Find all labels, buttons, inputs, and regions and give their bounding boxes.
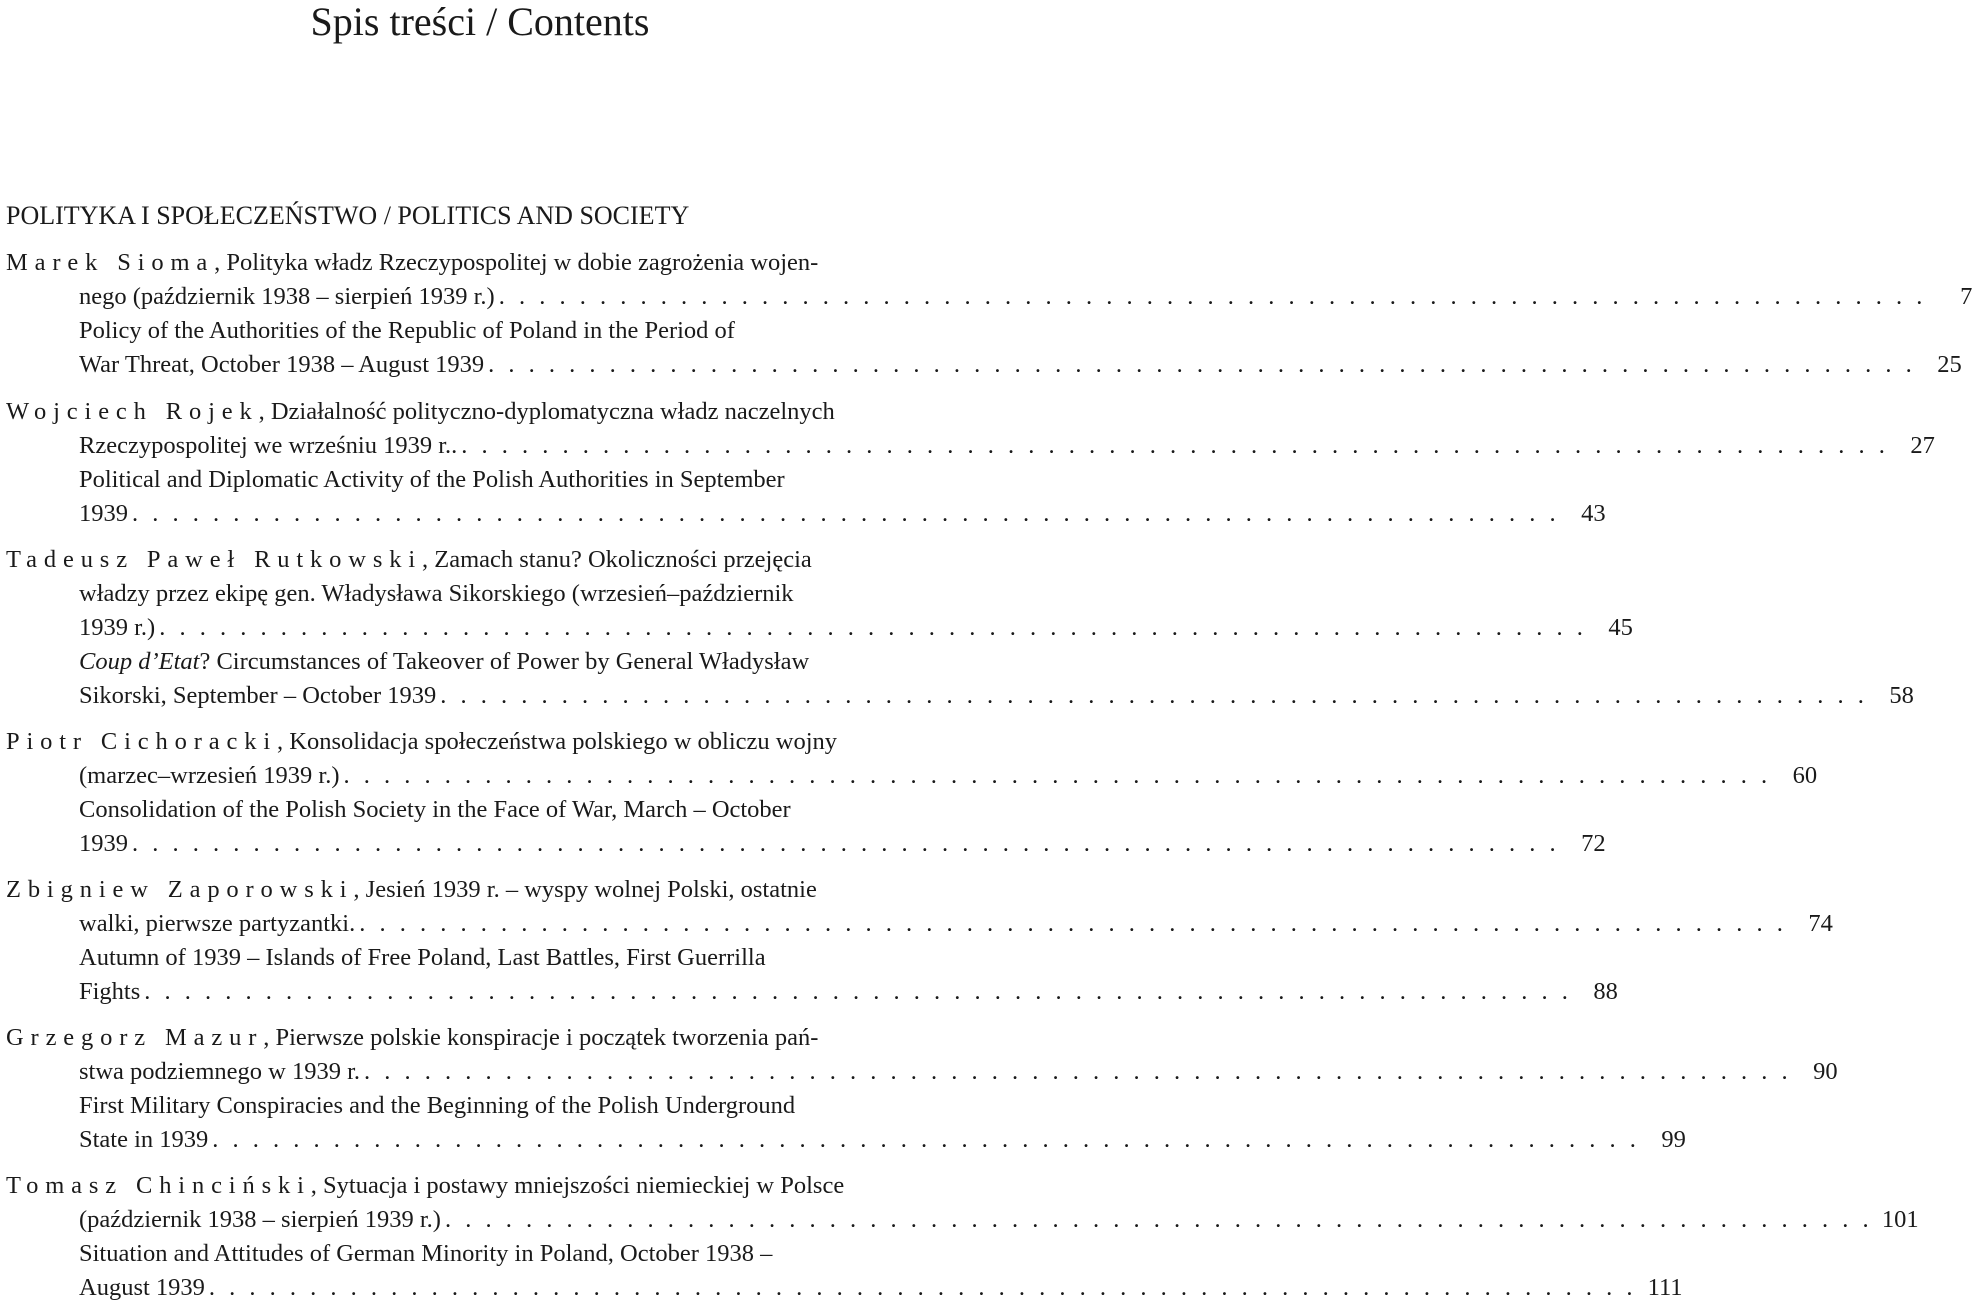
toc-entry-2-english-page-line[interactable] — [79, 497, 1606, 531]
english-title: ? Circumstances of Takeover of Power by General Władysław — [199, 648, 810, 675]
page-number: 25 — [1937, 351, 1962, 378]
leader-dots: . . . . . . . . . . . . . . . . . . . . . . . . . . . . . . . . . . . . . . . . . . . . . . . . . . . . . . . . . . . . . . . . . . . . . . . — [359, 910, 1787, 937]
page-number: 99 — [1661, 1126, 1686, 1153]
author-name: Piotr Cichoracki — [6, 728, 278, 755]
toc-entry-1-english-page-line[interactable] — [79, 348, 1962, 382]
leader-dots: . . . . . . . . . . . . . . . . . . . . . . . . . . . . . . . . . . . . . . . . . . . . . . . . . . . . . . . . . . . . . . . . . . . . . . . — [159, 614, 1587, 641]
page-number: 88 — [1593, 978, 1618, 1005]
english-title: Fights — [79, 978, 141, 1005]
leader-dots: . . . . . . . . . . . . . . . . . . . . . . . . . . . . . . . . . . . . . . . . . . . . . . . . . . . . . . . . . . . . . . . . . . . . . . . — [132, 500, 1560, 527]
author-name: Wojciech Rojek — [6, 398, 259, 425]
toc-entry-1-author-line — [6, 246, 952, 280]
polish-title: , Sytuacja i postawy mniejszości niemieckiej w Polsce — [310, 1172, 845, 1199]
page-number: 72 — [1581, 830, 1606, 857]
page-number: 7 — [1960, 283, 1972, 310]
leader-dots: . . . . . . . . . . . . . . . . . . . . . . . . . . . . . . . . . . . . . . . . . . . . . . . . . . . . . . . . . . . . . . . . . . . . . . . — [498, 283, 1927, 310]
author-name: Zbigniew Zaporowski — [6, 876, 354, 903]
toc-entry-3-polish-page-line[interactable] — [79, 611, 1633, 645]
english-title: August 1939 — [79, 1274, 205, 1301]
english-title: Consolidation of the Polish Society in the Face of War, March – October — [79, 796, 791, 823]
toc-entry-6-author-line — [6, 1021, 952, 1055]
polish-title: , Zamach stanu? Okoliczności przejęcia — [422, 546, 812, 573]
page-number: 74 — [1808, 910, 1833, 937]
english-title: State in 1939 — [79, 1126, 209, 1153]
leader-dots: . . . . . . . . . . . . . . . . . . . . . . . . . . . . . . . . . . . . . . . . . . . . . . . . . . . . . . . . . . . . . . . . . . . . . . . — [343, 762, 1772, 789]
polish-title: , Jesień 1939 r. – wyspy wolnej Polski, ostatnie — [353, 876, 817, 903]
section-heading: POLITYKA I SPOŁECZEŃSTWO / POLITICS AND SOCIETY — [6, 201, 690, 230]
polish-title: nego (październik 1938 – sierpień 1939 r.) — [79, 283, 495, 310]
page-number: 27 — [1910, 432, 1935, 459]
author-name: Tomasz Chinciński — [6, 1172, 311, 1199]
leader-dots: . . . . . . . . . . . . . . . . . . . . . . . . . . . . . . . . . . . . . . . . . . . . . . . . . . . . . . . . . . . . . . . . . . . . . . . — [212, 1126, 1640, 1153]
english-title: Sikorski, September – October 1939 — [79, 682, 437, 709]
toc-entry-1-polish-page-line[interactable] — [79, 280, 1972, 314]
author-name: Tadeusz Paweł Rutkowski — [6, 546, 422, 573]
polish-title: , Polityka władz Rzeczypospolitej w dobie zagrożenia wojen- — [214, 249, 819, 276]
toc-entry-6-english-page-line[interactable] — [79, 1123, 1686, 1157]
toc-entry-5-english-page-line[interactable] — [79, 975, 1618, 1009]
polish-title: , Pierwsze polskie konspiracje i początek tworzenia pań- — [263, 1024, 819, 1051]
leader-dots: . . . . . . . . . . . . . . . . . . . . . . . . . . . . . . . . . . . . . . . . . . . . . . . . . . . . . . . . . . . . . . . . . . . . . . . — [488, 351, 1916, 378]
toc-entry-4-english-page-line[interactable] — [79, 827, 1606, 861]
english-title: Political and Diplomatic Activity of the Polish Authorities in September — [79, 466, 785, 493]
toc-entry-5-polish-page-line[interactable] — [79, 907, 1833, 941]
author-name: Grzegorz Mazur — [6, 1024, 264, 1051]
polish-title: walki, pierwsze partyzantki. — [79, 910, 356, 937]
polish-title: władzy przez ekipę gen. Władysława Sikorskiego (wrzesień–październik — [79, 580, 794, 607]
leader-dots: . . . . . . . . . . . . . . . . . . . . . . . . . . . . . . . . . . . . . . . . . . . . . . . . . . . . . . . . . . . . . . . . . . . . . . . — [364, 1058, 1792, 1085]
toc-entry-7-english-page-line[interactable] — [79, 1271, 1683, 1305]
english-title: 1939 — [79, 500, 128, 527]
english-title: War Threat, October 1938 – August 1939 — [79, 351, 485, 378]
english-title: Situation and Attitudes of German Minority in Poland, October 1938 – — [79, 1240, 773, 1267]
toc-entry-7-polish-page-line[interactable] — [79, 1203, 1919, 1237]
toc-entry-4-author-line — [6, 725, 952, 759]
leader-dots: . . . . . . . . . . . . . . . . . . . . . . . . . . . . . . . . . . . . . . . . . . . . . . . . . . . . . . . . . . . . . . . . . . . . . . . — [132, 830, 1560, 857]
page-number: 101 — [1881, 1206, 1919, 1233]
polish-title: stwa podziemnego w 1939 r. — [79, 1058, 361, 1085]
page-number: 60 — [1792, 762, 1818, 789]
toc-entry-4-polish-page-line[interactable] — [79, 759, 1818, 793]
toc-entry-7-author-line — [6, 1169, 952, 1203]
leader-dots: . . . . . . . . . . . . . . . . . . . . . . . . . . . . . . . . . . . . . . . . . . . . . . . . . . . . . . . . . . . . . . . . . . . . . . . — [461, 432, 1889, 459]
toc-entry-5-author-line — [6, 873, 952, 907]
toc-entry-2-polish-page-line[interactable] — [79, 429, 1935, 463]
polish-title: 1939 r.) — [79, 614, 156, 641]
english-title: Policy of the Authorities of the Republic of Poland in the Period of — [79, 317, 735, 344]
polish-title: Rzeczypospolitej we wrześniu 1939 r.. — [79, 432, 458, 459]
leader-dots: . . . . . . . . . . . . . . . . . . . . . . . . . . . . . . . . . . . . . . . . . . . . . . . . . . . . . . . . . . . . . . . . . . . . . . . — [144, 978, 1572, 1005]
author-name: Marek Sioma — [6, 249, 215, 276]
english-title: Autumn of 1939 – Islands of Free Poland, Last Battles, First Guerrilla — [79, 944, 766, 971]
page-number: 111 — [1647, 1274, 1683, 1301]
polish-title: (październik 1938 – sierpień 1939 r.) — [79, 1206, 441, 1233]
page-title: Spis treści / Contents — [310, 0, 650, 44]
leader-dots: . . . . . . . . . . . . . . . . . . . . . . . . . . . . . . . . . . . . . . . . . . . . . . . . . . . . . . . . . . . . . . . . . . . . . . . — [208, 1274, 1637, 1301]
toc-entry-2-author-line — [6, 395, 952, 429]
polish-title: , Konsolidacja społeczeństwa polskiego w obliczu wojny — [277, 728, 838, 755]
english-title-italic: Coup d’Etat — [79, 648, 200, 675]
toc-entry-3-english-line — [79, 645, 952, 679]
leader-dots: . . . . . . . . . . . . . . . . . . . . . . . . . . . . . . . . . . . . . . . . . . . . . . . . . . . . . . . . . . . . . . . . . . . . . . . — [444, 1206, 1873, 1233]
page-number: 90 — [1813, 1058, 1838, 1085]
toc-entry-3-author-line — [6, 543, 952, 577]
page-number: 58 — [1889, 682, 1914, 709]
english-title: First Military Conspiracies and the Beginning of the Polish Underground — [79, 1092, 796, 1119]
page-number: 43 — [1581, 500, 1606, 527]
polish-title: (marzec–wrzesień 1939 r.) — [79, 762, 340, 789]
leader-dots: . . . . . . . . . . . . . . . . . . . . . . . . . . . . . . . . . . . . . . . . . . . . . . . . . . . . . . . . . . . . . . . . . . . . . . . — [440, 682, 1868, 709]
toc-entry-3-english-page-line[interactable] — [79, 679, 1914, 713]
toc-entry-6-polish-page-line[interactable] — [79, 1055, 1838, 1089]
polish-title: , Działalność polityczno-dyplomatyczna władz naczelnych — [258, 398, 835, 425]
page-number: 45 — [1608, 614, 1633, 641]
english-title: 1939 — [79, 830, 128, 857]
